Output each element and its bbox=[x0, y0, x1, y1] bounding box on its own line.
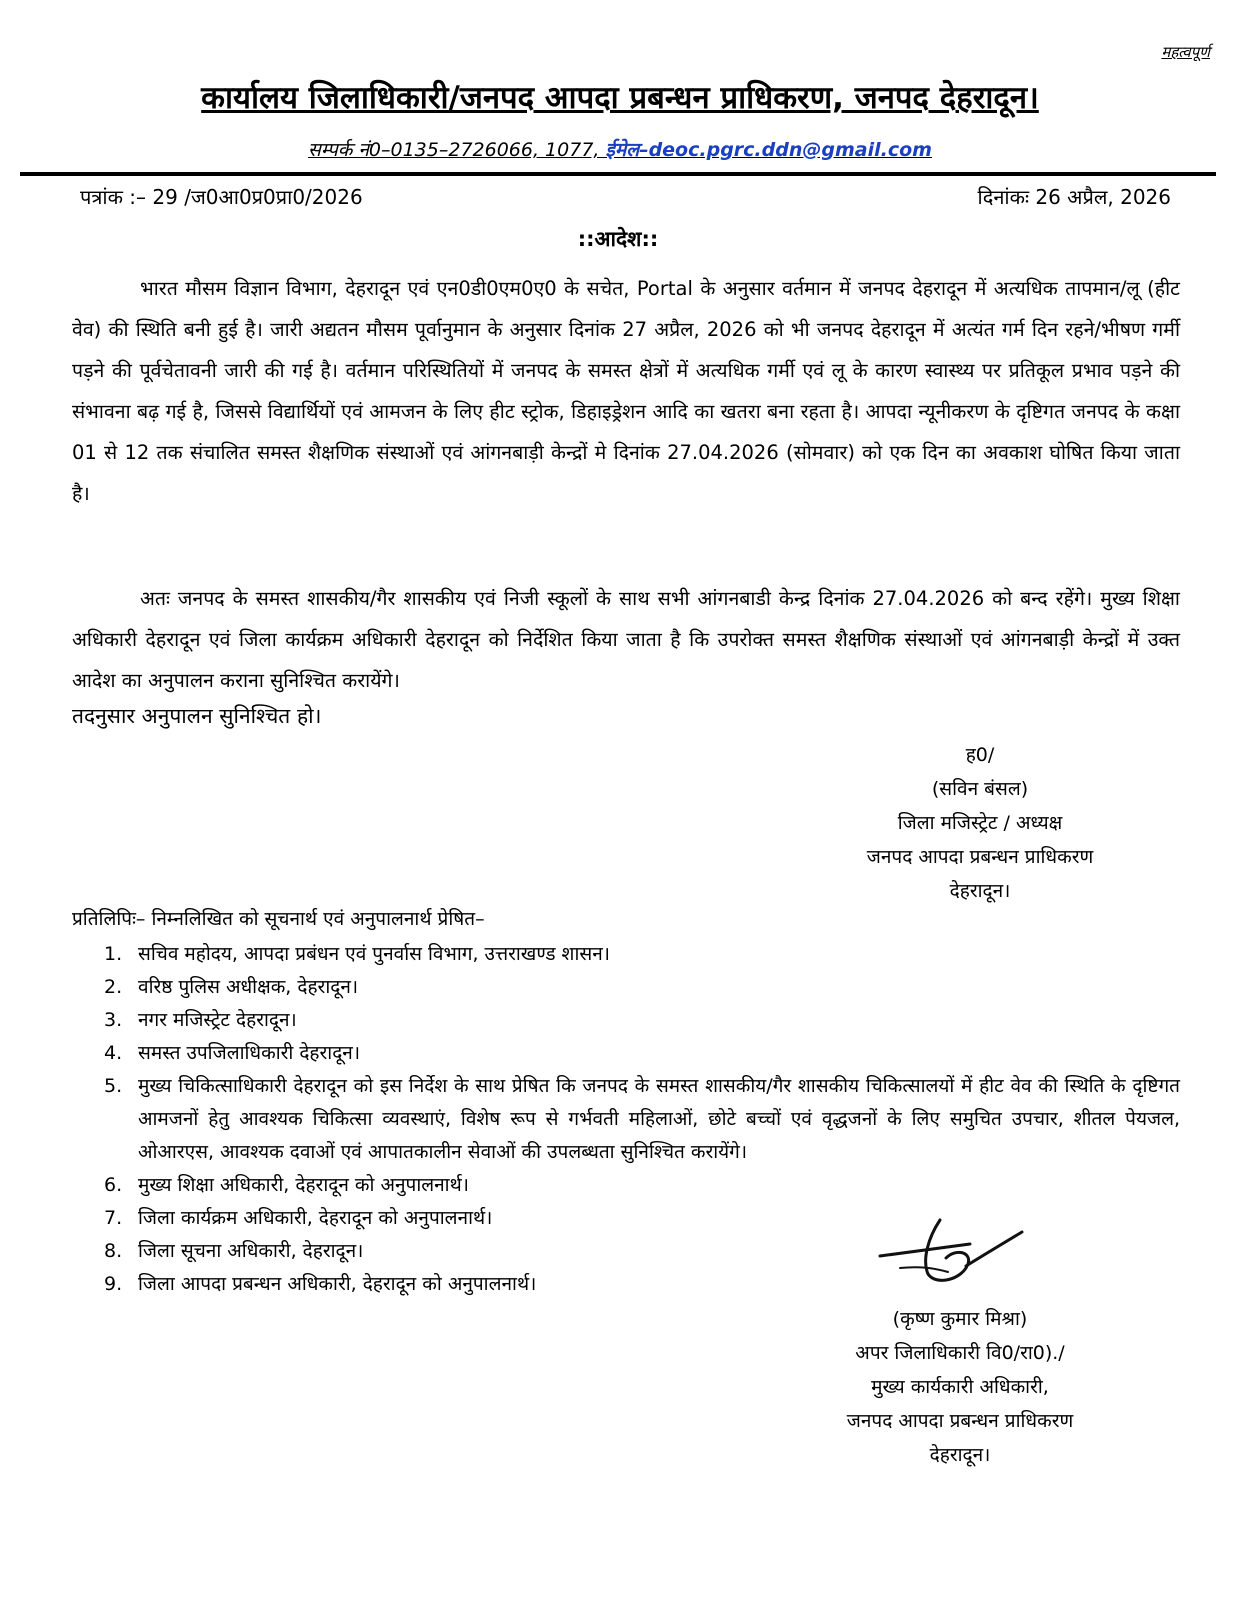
copy-item-number: 5. bbox=[104, 1075, 123, 1097]
signatory2-place: देहरादून। bbox=[929, 1444, 991, 1466]
copy-item-text: मुख्य चिकित्साधिकारी देहरादून को इस निर्देश के साथ प्रेषित कि जनपद के समस्त शासकीय/गैर शासकीय चिकित्सालयों में हीट वेव की स्थिति के दृष्टिगत आमजनों हेतु आवश्यक चिकित्सा व्यवस्थाएं, विशेष रूप से गर्भवती महिलाओं, छोटे बच्चों एवं वृद्धजनों के लिए समुचित उपचार, शीतल पेयजल, ओआरएस, आवश्यक दवाओं एवं आपातकालीन सेवाओं की उपलब्धता सुनिश्चित करायेंगे। bbox=[138, 1075, 1180, 1163]
order-paragraph-2: अतः जनपद के समस्त शासकीय/गैर शासकीय एवं निजी स्कूलों के साथ सभी आंगनबाडी केन्द्र दिनांक 27.04.2026 को बन्द रहेंगे। मुख्य शिक्षा अधिकारी देहरादून एवं जिला कार्यक्रम अधिकारी देहरादून को निर्देशित किया जाता है कि उपरोक्त समस्त शैक्षणिक संस्थाओं एवं आंगनबाड़ी केन्द्रों में उक्त आदेश का अनुपालन कराना सुनिश्चित करायेंगे। bbox=[72, 587, 1180, 692]
copy-item-text: जिला आपदा प्रबन्धन अधिकारी, देहरादून को अनुपालनार्थ। bbox=[138, 1273, 537, 1295]
copy-item-text: जिला सूचना अधिकारी, देहरादून। bbox=[138, 1240, 364, 1262]
signature-block-adm bbox=[680, 1302, 1236, 1472]
order-date: दिनांकः 26 अप्रैल, 2026 bbox=[977, 185, 1171, 209]
copy-item-text: मुख्य शिक्षा अधिकारी, देहरादून को अनुपालनार्थ। bbox=[138, 1174, 469, 1196]
signatory2-role: मुख्य कार्यकारी अधिकारी, bbox=[871, 1376, 1049, 1398]
copy-list-item bbox=[72, 1037, 1180, 1070]
signatory-place: देहरादून। bbox=[949, 880, 1011, 902]
copy-item-number: 8. bbox=[104, 1240, 123, 1262]
copy-list-item bbox=[72, 938, 1180, 971]
contact-phone: सम्पर्क नं0–0135–2726066, 1077, bbox=[308, 139, 606, 161]
copy-item-text: समस्त उपजिलाधिकारी देहरादून। bbox=[138, 1042, 361, 1064]
copy-item-number: 4. bbox=[104, 1042, 123, 1064]
order-heading: ::आदेश:: bbox=[577, 227, 659, 251]
copy-item-number: 1. bbox=[104, 943, 123, 965]
important-label: महत्वपूर्ण bbox=[1161, 43, 1210, 61]
signatory2-name: (कृष्ण कुमार मिश्रा) bbox=[892, 1308, 1028, 1330]
handwritten-signature bbox=[870, 1208, 1030, 1298]
signatory-name: (सविन बंसल) bbox=[931, 778, 1029, 800]
signatory-designation: जिला मजिस्ट्रेट / अध्यक्ष bbox=[897, 812, 1063, 834]
copy-list-item bbox=[72, 971, 1180, 1004]
copy-list-item bbox=[72, 1004, 1180, 1037]
copy-item-text: नगर मजिस्ट्रेट देहरादून। bbox=[138, 1009, 297, 1031]
copy-list-item bbox=[72, 1169, 1180, 1202]
contact-email: ईमेल–deoc.pgrc.ddn@gmail.com bbox=[605, 139, 932, 161]
signatory-authority: जनपद आपदा प्रबन्धन प्राधिकरण bbox=[866, 846, 1094, 868]
copy-item-number: 3. bbox=[104, 1009, 123, 1031]
copy-item-text: वरिष्ठ पुलिस अधीक्षक, देहरादून। bbox=[138, 976, 359, 998]
signed-mark: ह0/ bbox=[965, 744, 995, 766]
contact-line bbox=[60, 136, 1180, 162]
signatory2-authority: जनपद आपदा प्रबन्धन प्राधिकरण bbox=[846, 1410, 1074, 1432]
order-paragraph-1: भारत मौसम विज्ञान विभाग, देहरादून एवं एन0डी0एम0ए0 के सचेत, Portal के अनुसार वर्तमान में जनपद देहरादून में अत्यधिक तापमान/लू (हीट वेव) की स्थिति बनी हुई है। जारी अद्यतन मौसम पूर्वानुमान के अनुसार दिनांक 27 अप्रैल, 2026 को भी जनपद देहरादून में अत्यंत गर्म दिन रहने/भीषण गर्मी पड़ने की पूर्वचेतावनी जारी की गई है। वर्तमान परिस्थितियों में जनपद के समस्त क्षेत्रों में अत्यधिक गर्मी एवं लू के कारण स्वास्थ्य पर प्रतिकूल प्रभाव पड़ने की संभावना बढ़ गई है, जिससे विद्यार्थियों एवं आमजन के लिए हीट स्ट्रोक, डिहाइड्रेशन आदि का खतरा बना रहता है। आपदा न्यूनीकरण के दृष्टिगत जनपद के कक्षा 01 से 12 तक संचालित समस्त शैक्षणिक संस्थाओं एवं आंगनबाड़ी केन्द्रों मे दिनांक 27.04.2026 (सोमवार) को एक दिन का अवकाश घोषित किया जाता है। bbox=[72, 277, 1180, 505]
order-paragraph-3: तदनुसार अनुपालन सुनिश्चित हो। bbox=[72, 704, 322, 728]
copy-list-item bbox=[72, 1070, 1180, 1169]
reference-number: पत्रांक :– 29 /ज0आ0प्र0प्रा0/2026 bbox=[80, 185, 363, 209]
copy-item-text: जिला कार्यक्रम अधिकारी, देहरादून को अनुपालनार्थ। bbox=[138, 1207, 493, 1229]
copy-item-number: 9. bbox=[104, 1273, 123, 1295]
copies-intro: प्रतिलिपिः– निम्नलिखित को सूचनार्थ एवं अनुपालनार्थ प्रेषित– bbox=[72, 908, 485, 930]
copy-item-number: 6. bbox=[104, 1174, 123, 1196]
signatory2-designation: अपर जिलाधिकारी वि0/रा0)./ bbox=[855, 1342, 1065, 1364]
copy-item-number: 7. bbox=[104, 1207, 123, 1229]
header-divider bbox=[20, 172, 1216, 176]
office-title: कार्यालय जिलाधिकारी/जनपद आपदा प्रबन्धन प्राधिकरण, जनपद देहरादून। bbox=[201, 80, 1039, 116]
copy-item-number: 2. bbox=[104, 976, 123, 998]
copy-item-text: सचिव महोदय, आपदा प्रबंधन एवं पुनर्वास विभाग, उत्तराखण्ड शासन। bbox=[138, 943, 610, 965]
signature-block-dm bbox=[720, 738, 1236, 908]
